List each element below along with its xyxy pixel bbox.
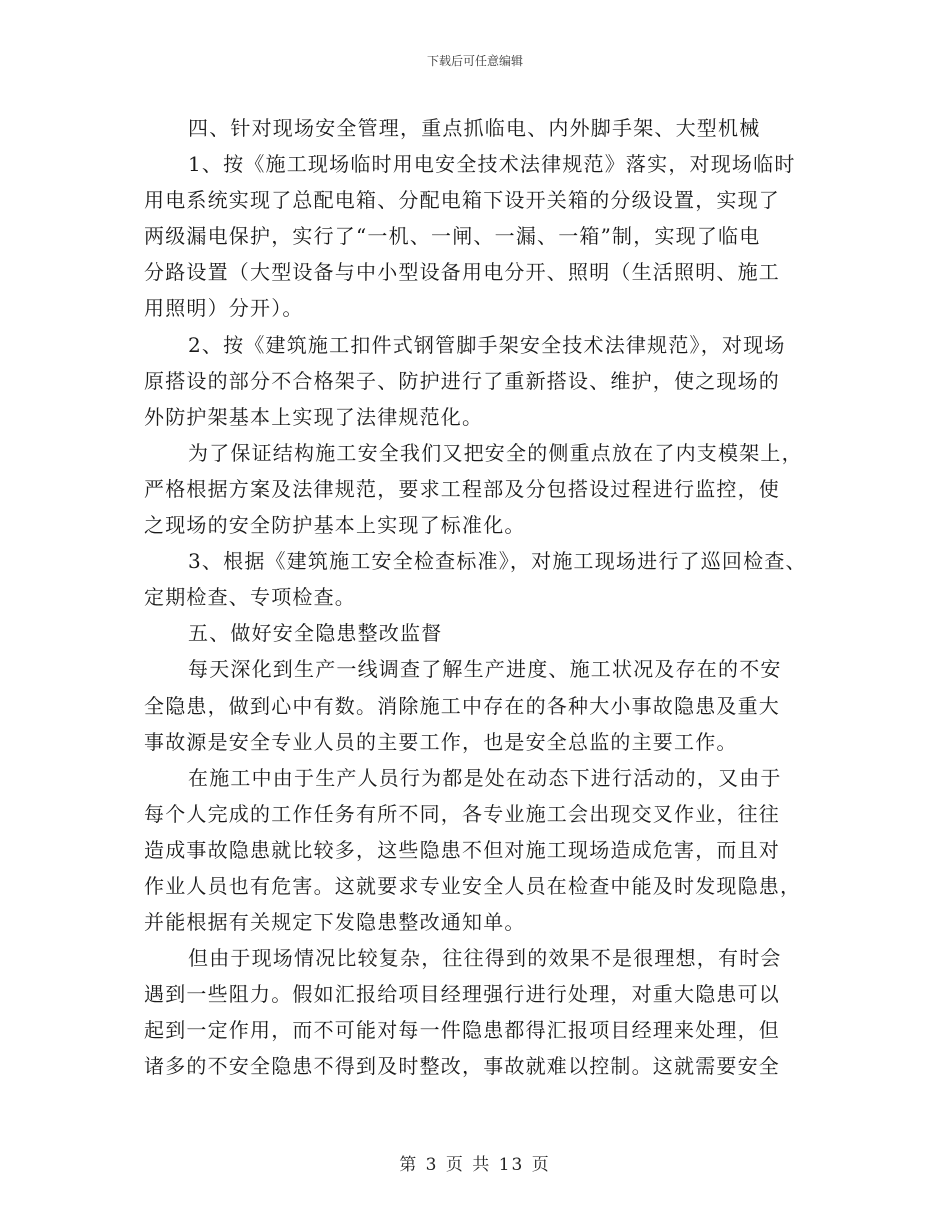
text-line: 原搭设的部分不合格架子、防护进行了重新搭设、维护，使之现场的 [144, 368, 780, 393]
text-line: 用电系统实现了总配电箱、分配电箱下设开关箱的分级设置，实现了 [144, 188, 780, 213]
text-line: 每个人完成的工作任务有所不同，各专业施工会出现交叉作业，往往 [144, 801, 780, 826]
text-line: 诸多的不安全隐患不得到及时整改，事故就难以控制。这就需要安全 [144, 1054, 780, 1079]
text-line: 分路设置（大型设备与中小型设备用电分开、照明（生活照明、施工 [144, 260, 780, 285]
text-line: 四、针对现场安全管理，重点抓临电、内外脚手架、大型机械 [188, 116, 761, 140]
text-line: 1、按《施工现场临时用电安全技术法律规范》落实，对现场临时 [188, 152, 796, 177]
text-line: 事故源是安全专业人员的主要工作，也是安全总监的主要工作。 [144, 729, 738, 754]
text-line: 外防护架基本上实现了法律规范化。 [144, 404, 484, 429]
text-line: 遇到一些阻力。假如汇报给项目经理强行进行处理，对重大隐患可以 [144, 982, 780, 1007]
text-line: 之现场的安全防护基本上实现了标准化。 [144, 513, 526, 538]
text-line: 但由于现场情况比较复杂，往往得到的效果不是很理想，有时会 [188, 946, 782, 971]
text-line: 作业人员也有危害。这就要求专业安全人员在检查中能及时发现隐患， [144, 873, 802, 898]
text-line: 并能根据有关规定下发隐患整改通知单。 [144, 910, 526, 935]
text-line: 用照明）分开）。 [144, 296, 304, 321]
text-line: 3、根据《建筑施工安全检查标准》，对施工现场进行了巡回检查、 [188, 549, 807, 574]
text-line: 造成事故隐患就比较多，这些隐患不但对施工现场造成危害，而且对 [144, 837, 780, 862]
text-line: 定期检查、专项检查。 [144, 585, 356, 610]
text-line: 2、按《建筑施工扣件式钢管脚手架安全技术法律规范》，对现场 [188, 332, 786, 357]
page-header: 下载后可任意编辑 [426, 54, 523, 68]
text-line: 五、做好安全隐患整改监督 [188, 621, 443, 646]
text-line: 严格根据方案及法律规范，要求工程部及分包搭设过程进行监控，使 [144, 476, 780, 501]
text-line: 全隐患，做到心中有数。消除施工中存在的各种大小事故隐患及重大 [144, 693, 780, 718]
text-line: 在施工中由于生产人员行为都是处在动态下进行活动的，又由于 [188, 765, 782, 790]
page-footer: 第 3 页 共 13 页 [399, 1155, 551, 1175]
text-line: 两级漏电保护，实行了“一机、一闸、一漏、一箱”制，实现了临电 [144, 224, 761, 249]
text-line: 为了保证结构施工安全我们又把安全的侧重点放在了内支模架上， [188, 440, 803, 465]
document-body [144, 110, 816, 1085]
text-line: 每天深化到生产一线调查了解生产进度、施工状况及存在的不安 [188, 657, 782, 682]
text-line: 起到一定作用，而不可能对每一件隐患都得汇报项目经理来处理，但 [144, 1018, 780, 1043]
